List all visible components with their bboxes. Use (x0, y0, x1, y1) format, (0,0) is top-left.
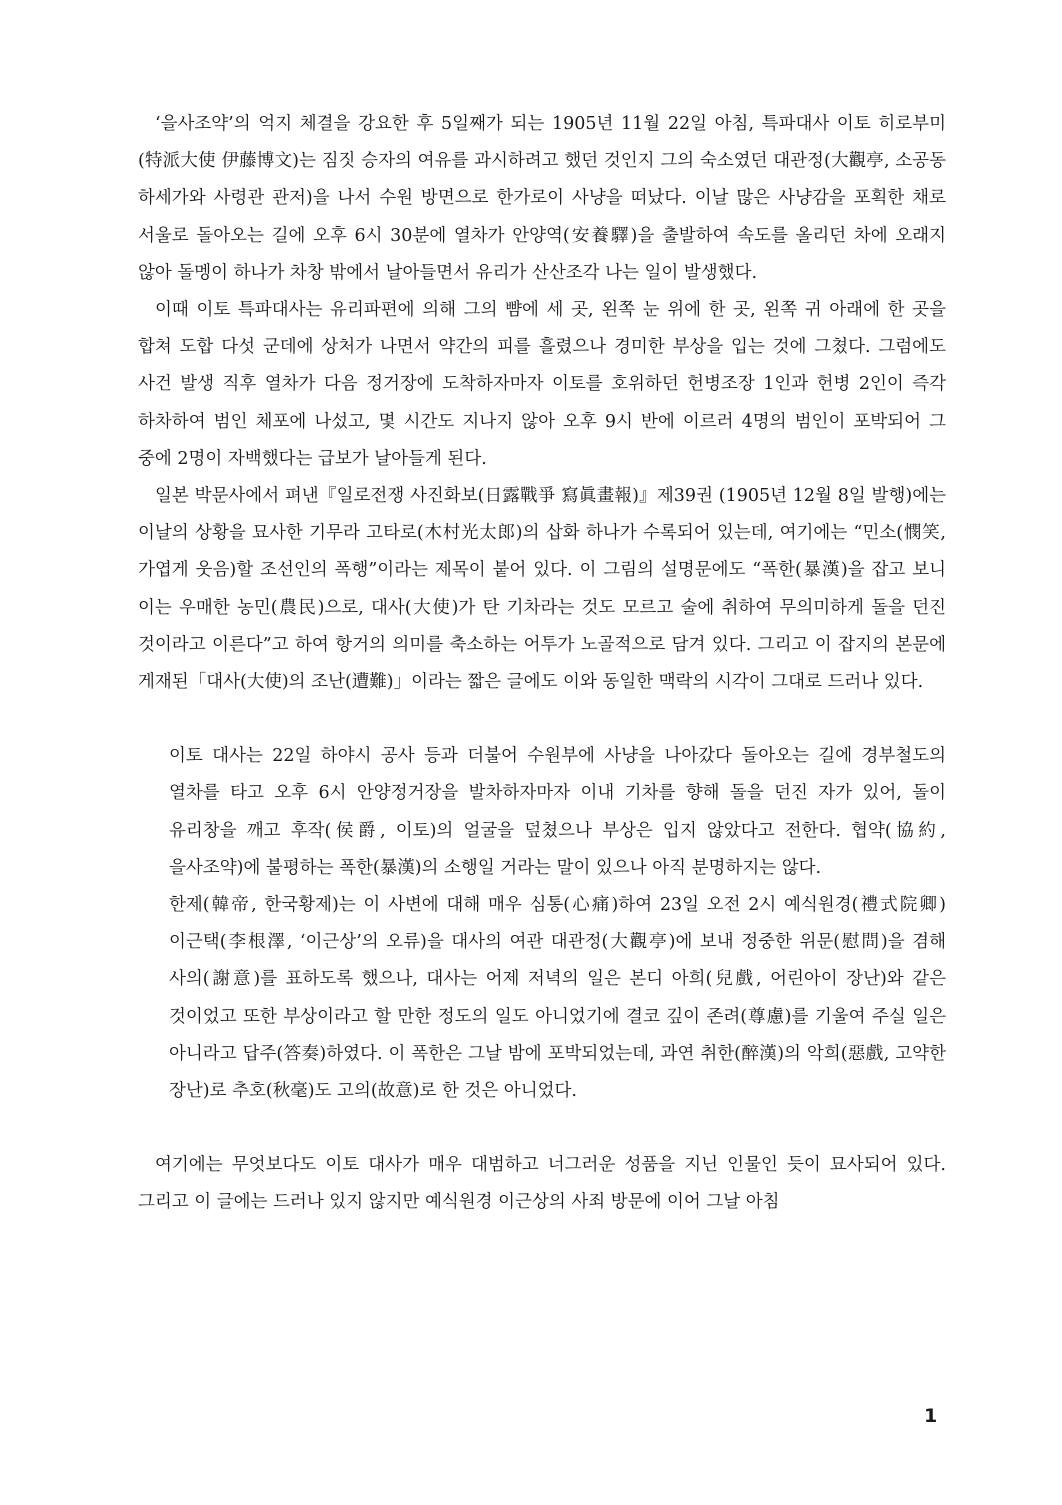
spacer (138, 701, 946, 738)
document-page (138, 106, 946, 1222)
quote-paragraph-2: 한제(韓帝, 한국황제)는 이 사변에 대해 매우 심통(心痛)하여 23일 오전 2시 예식원경(禮式院卿) 이근택(李根澤, ‘이근상’의 오류)을 대사의 여관 대관정(大觀亭)에 보내 정중한 위문(慰問)을 겸해 사의(謝意)를 표하도록 했으나, 대사는 어제 저녁의 일은 본디 아희(兒戲, 어린아이 장난)와 같은 것이었고 또한 부상이라고 할 만한 정도의 일도 아니었기에 결코 깊이 존려(尊慮)를 기울여 주실 일은 아니라고 답주(答奏)하였다. 이 폭한은 그날 밤에 포박되었는데, 과연 취한(醉漢)의 악희(惡戲, 고약한 장난)로 추호(秋毫)도 고의(故意)로 한 것은 아니었다. (169, 895, 946, 1102)
block-quote (169, 738, 946, 1110)
closing-paragraph: 여기에는 무엇보다도 이토 대사가 매우 대범하고 너그러운 성품을 지닌 인물인 듯이 묘사되어 있다. 그리고 이 글에는 드러나 있지 않지만 예식원경 이근상의 사죄 방문에 이어 그날 아침 (138, 1155, 946, 1213)
spacer (138, 1110, 946, 1147)
body-paragraph-3: 일본 박문사에서 펴낸『일로전쟁 사진화보(日露戰爭 寫眞畫報)』제39권 (1905년 12월 8일 발행)에는 이날의 상황을 묘사한 기무라 고타로(木村光太郎)의 삽화 하나가 수록되어 있는데, 여기에는 “민소(憫笑, 가엽게 웃음)할 조선인의 폭행”이라는 제목이 붙어 있다. 이 그림의 설명문에도 “폭한(暴漢)을 잡고 보니 이는 우매한 농민(農民)으로, 대사(大使)가 탄 기차라는 것도 모르고 술에 취하여 무의미하게 돌을 던진 것이라고 이른다”고 하여 항거의 의미를 축소하는 어투가 노골적으로 담겨 있다. 그리고 이 잡지의 본문에 게재된「대사(大使)의 조난(遭難)」이라는 짧은 글에도 이와 동일한 맥락의 시각이 그대로 드러나 있다. (138, 486, 946, 693)
page-number: 1 (924, 1405, 938, 1427)
quote-paragraph-1: 이토 대사는 22일 하야시 공사 등과 더불어 수원부에 사냥을 나아갔다 돌아오는 길에 경부철도의 열차를 타고 오후 6시 안양정거장을 발차하자마자 이내 기차를 향해 돌을 던진 자가 있어, 돌이 유리창을 깨고 후작(侯爵, 이토)의 얼굴을 덮쳤으나 부상은 입지 않았다고 전한다. 협약(協約, 을사조약)에 불평하는 폭한(暴漢)의 소행일 거라는 말이 있으나 아직 분명하지는 않다. (169, 746, 946, 878)
body-paragraph-1: ‘을사조약’의 억지 체결을 강요한 후 5일째가 되는 1905년 11월 22일 아침, 특파대사 이토 히로부미(特派大使 伊藤博文)는 짐짓 승자의 여유를 과시하려고 했던 것인지 그의 숙소였던 대관정(大觀亭, 소공동 하세가와 사령관 관저)을 나서 수원 방면으로 한가로이 사냥을 떠났다. 이날 많은 사냥감을 포획한 채로 서울로 돌아오는 길에 오후 6시 30분에 열차가 안양역(安養驛)을 출발하여 속도를 올리던 차에 오래지 않아 돌멩이 하나가 차창 밖에서 날아들면서 유리가 산산조각 나는 일이 발생했다. (138, 114, 946, 283)
body-paragraph-2: 이때 이토 특파대사는 유리파편에 의해 그의 뺨에 세 곳, 왼쪽 눈 위에 한 곳, 왼쪽 귀 아래에 한 곳을 합쳐 도합 다섯 군데에 상처가 나면서 약간의 피를 흘렸으나 경미한 부상을 입는 것에 그쳤다. 그럼에도 사건 발생 직후 열차가 다음 정거장에 도착하자마자 이토를 호위하던 헌병조장 1인과 헌병 2인이 즉각 하차하여 범인 체포에 나섰고, 몇 시간도 지나지 않아 오후 9시 반에 이르러 4명의 범인이 포박되어 그 중에 2명이 자백했다는 급보가 날아들게 된다. (138, 300, 946, 469)
